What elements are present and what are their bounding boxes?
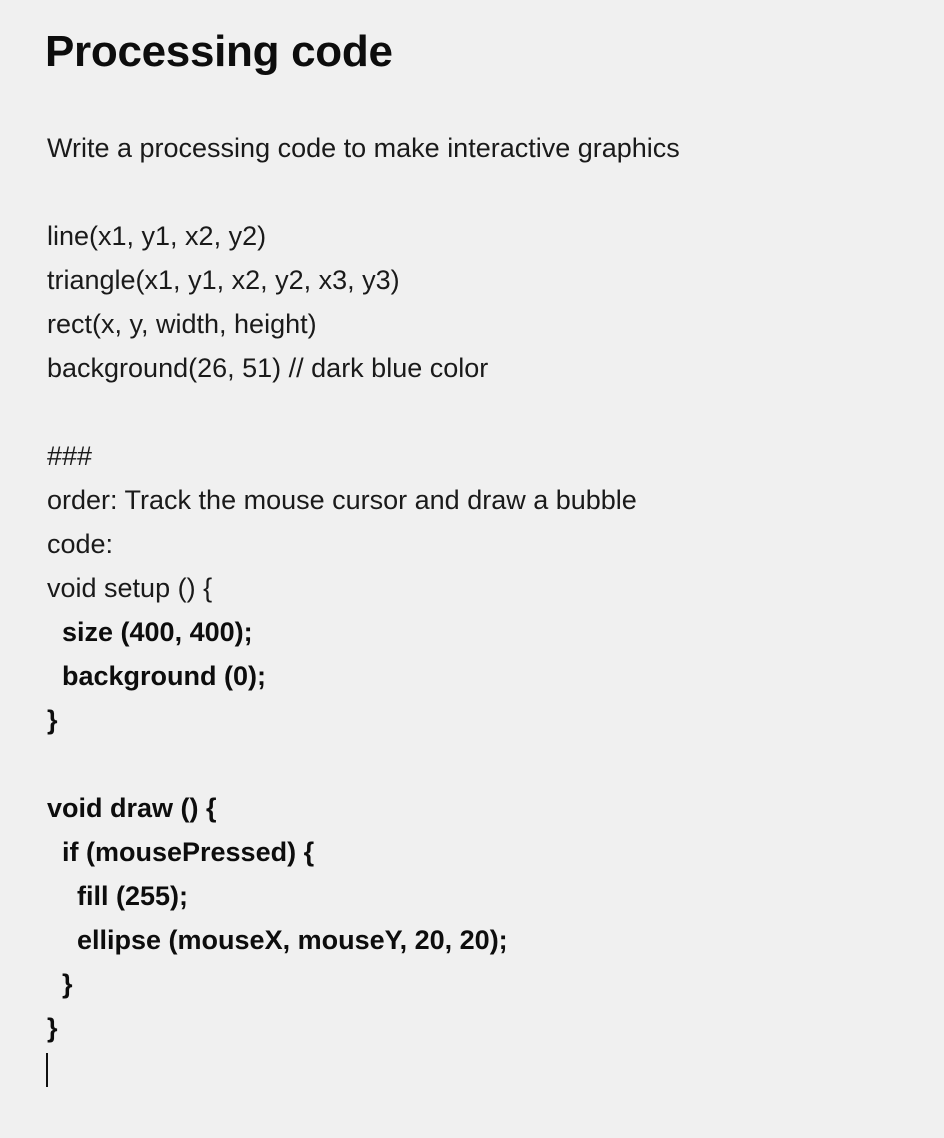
api-line-triangle: triangle(x1, y1, x2, y2, x3, y3) bbox=[47, 265, 400, 295]
code-line: if (mousePressed) { bbox=[47, 837, 315, 867]
code-line: fill (255); bbox=[47, 881, 189, 911]
api-line-background: background(26, 51) // dark blue color bbox=[47, 353, 489, 383]
code-line: void setup () { bbox=[47, 573, 213, 603]
intro-line: Write a processing code to make interactive graphics bbox=[47, 133, 680, 163]
code-line: } bbox=[47, 969, 73, 999]
code-line: size (400, 400); bbox=[47, 617, 253, 647]
code-line: } bbox=[47, 1013, 58, 1043]
blank-line bbox=[47, 170, 907, 214]
separator-line: ### bbox=[47, 441, 93, 471]
text-editor[interactable] bbox=[47, 126, 907, 1050]
api-line-rect: rect(x, y, width, height) bbox=[47, 309, 317, 339]
api-line-line: line(x1, y1, x2, y2) bbox=[47, 221, 267, 251]
code-label: code: bbox=[47, 529, 114, 559]
code-line bbox=[47, 742, 907, 786]
order-line: order: Track the mouse cursor and draw a bubble bbox=[47, 485, 637, 515]
page-title: Processing code bbox=[45, 27, 393, 76]
text-cursor bbox=[46, 1053, 48, 1087]
blank-line bbox=[47, 390, 907, 434]
code-line: background (0); bbox=[47, 661, 267, 691]
code-line: ellipse (mouseX, mouseY, 20, 20); bbox=[47, 925, 508, 955]
code-line: } bbox=[47, 705, 58, 735]
code-line: void draw () { bbox=[47, 793, 217, 823]
